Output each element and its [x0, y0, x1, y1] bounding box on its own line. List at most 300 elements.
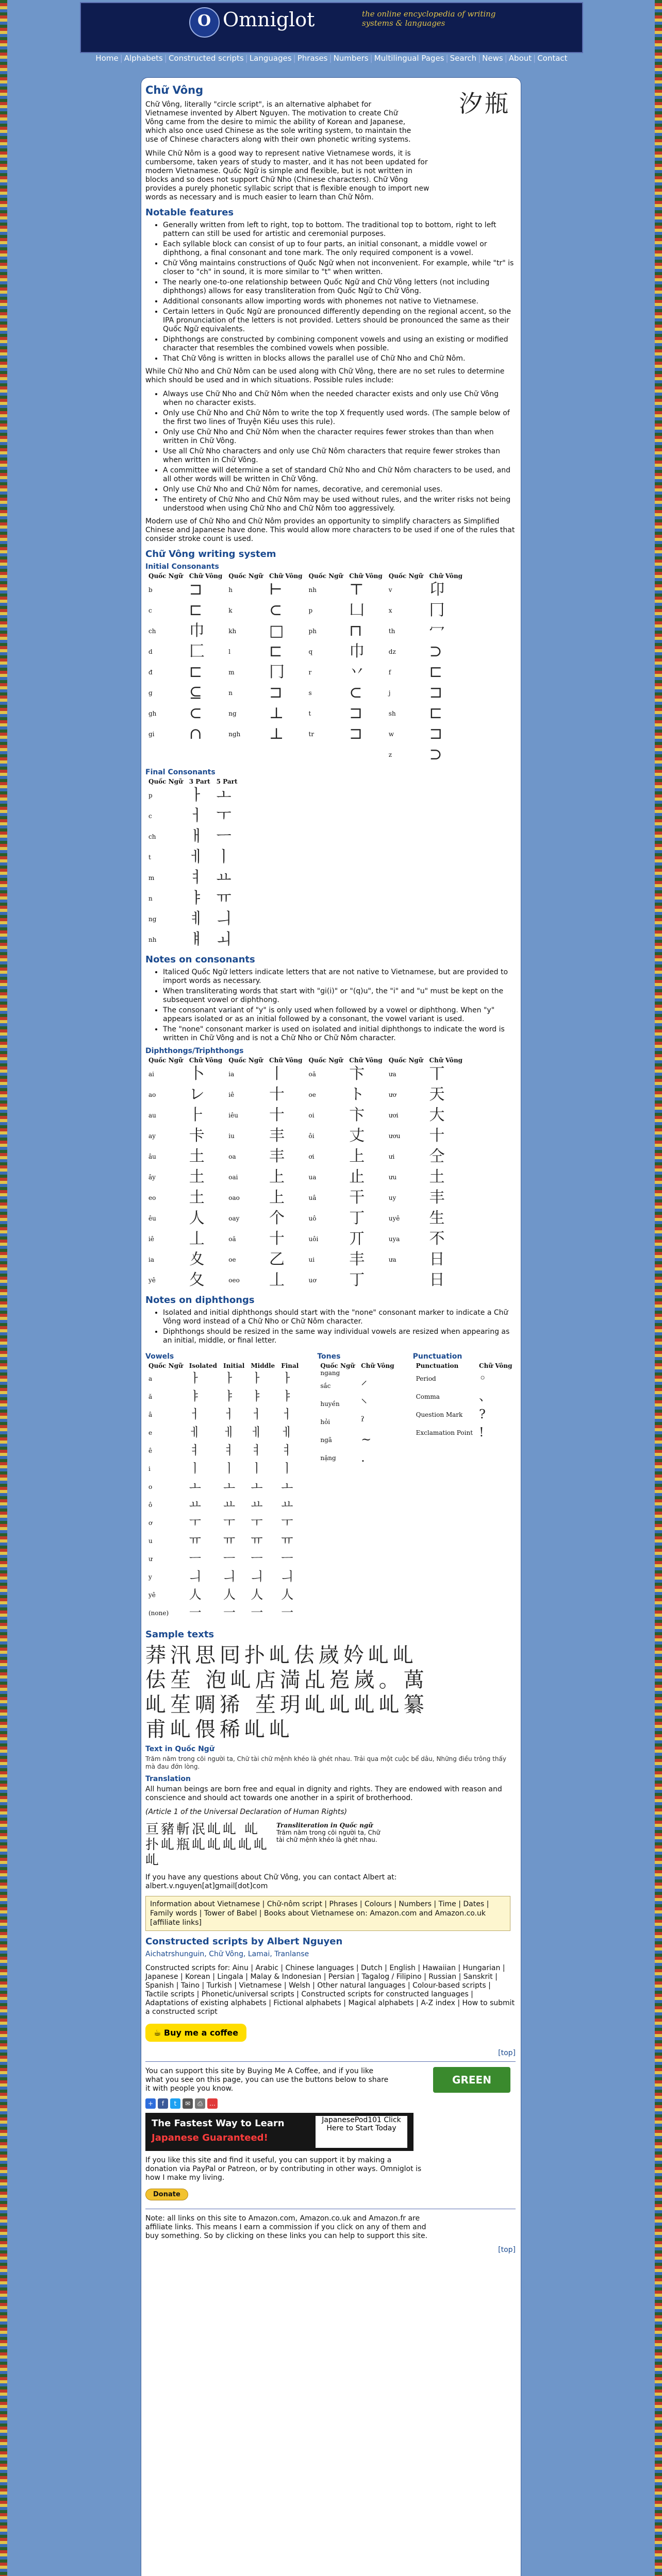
sample-2-transliteration: Trăm năm trong cõi người ta, Chữ tài chữ mệnh khéo là ghét nhau.: [276, 1829, 380, 1843]
glyph-cell: ㅑ: [223, 1389, 236, 1403]
glyph-cell: ㅠ: [216, 889, 231, 907]
label-cell: c: [148, 607, 152, 614]
label-cell: Period: [416, 1375, 436, 1382]
site-name[interactable]: Omniglot: [223, 8, 315, 31]
table-row: [145, 1460, 302, 1478]
glyph-cell: ⊏: [189, 601, 203, 619]
punctuation-heading: Punctuation: [412, 1352, 462, 1361]
label-cell: d: [148, 648, 153, 655]
label-cell: s: [308, 689, 312, 697]
glyph-cell: 丌: [349, 1230, 365, 1248]
decorative-border-left: [0, 0, 7, 2576]
glyph-cell: 仝: [429, 1147, 445, 1165]
label-cell: v: [388, 586, 392, 594]
column-header: Final: [281, 1362, 299, 1369]
glyph-cell: ㅑ: [189, 1389, 201, 1403]
glyph-cell: ⊓: [349, 622, 362, 640]
column-header: Chữ Vông: [429, 572, 463, 580]
glyph-cell: 夂: [189, 1271, 205, 1289]
list-item: • Use all Chữ Nho characters and only use Chữ Nôm characters that require fewer strokes than when written in Chữ Vông.: [163, 447, 516, 465]
glyph-cell: 夊: [189, 1250, 205, 1268]
support-text: You can support this site by Buying Me A Coffee, and if you like what you see on this page, you can use the buttons below to share it with people you know.: [145, 2067, 389, 2093]
label-cell: iê: [148, 1235, 154, 1243]
glyph-cell: 个: [269, 1209, 285, 1227]
intro-sample-glyphs: 汐瓶: [459, 90, 510, 117]
glyph-cell: ㅕ: [223, 1443, 236, 1458]
top-link[interactable]: [top]: [498, 2049, 516, 2057]
table-row: [145, 1167, 466, 1188]
label-cell: oe: [228, 1256, 236, 1263]
nav-item[interactable]: Constructed scripts: [168, 54, 244, 63]
glyph-cell: ㅢ: [281, 1569, 293, 1584]
glyph-cell: 卞: [349, 1065, 365, 1083]
glyph-cell: 卡: [189, 1127, 205, 1145]
column-header: Quốc Ngữ: [228, 572, 263, 580]
email-icon[interactable]: ✉: [183, 2098, 193, 2109]
table-row: [145, 1188, 466, 1208]
glyph-cell: 冂: [269, 663, 285, 681]
list-item: • Isolated and initial diphthongs should start with the "none" consonant marker to indicate a Chữ Vông word instead of a Chữ Nho or Chữ Nôm character.: [163, 1309, 516, 1326]
glyph-cell: ㅣ: [251, 1461, 263, 1476]
advert-banner[interactable]: [145, 2113, 413, 2151]
glyph-cell: ㅑ: [251, 1389, 263, 1403]
constructed-for-links[interactable]: Constructed scripts for: Ainu | Arabic | Chinese languages | Dutch | English | Hawaiian | Hungarian | Japanese | Korean | Lingala | Malay & Indonesian | Persian | Tagalog / Filipino | Russian | Sanskrit | Spanish | Taino | Turkish | Vietnamese | Welsh | Other natural languages | Colour-based scripts | Tactile scripts | Phonetic/universal scripts | Constructed scripts for constructed languages | Adaptations of existing alphabets | Fictional alphabets | Magical alphabets | A-Z index | How to submit a constructed script: [145, 1964, 515, 2016]
column-header: Quốc Ngữ: [388, 572, 423, 580]
decorative-border-right: [655, 0, 662, 2576]
label-cell: [386, 1270, 426, 1291]
table-row: [145, 909, 241, 929]
label-cell: o: [148, 1483, 153, 1490]
label-cell: ng: [228, 710, 237, 717]
list-item: • Each syllable block can consist of up to four parts, an initial consonant, a middle vowel or diphthong, a final consonant and tone mark. The only required component is a vowel.: [163, 240, 516, 258]
site-tagline: the online encyclopedia of writing systems & languages: [362, 9, 496, 28]
table-row: [145, 1270, 466, 1291]
label-cell: uy: [388, 1194, 396, 1201]
glyph-cell: ⊃: [429, 642, 442, 660]
banner-line-1: The Fastest Way to Learn: [152, 2118, 285, 2129]
glyph-cell: ㅗ: [251, 1479, 263, 1494]
glyph-cell: ⊃: [429, 745, 442, 764]
table-row: [145, 1405, 302, 1423]
glyph-cell: 丰: [269, 1127, 285, 1145]
glyph-cell: ㅗ: [223, 1479, 236, 1494]
glyph-cell: ㅣ: [223, 1461, 236, 1476]
nav-item[interactable]: About: [508, 54, 532, 63]
table-row: [317, 1431, 397, 1449]
glyph-cell: ㅣ: [216, 848, 231, 866]
glyph-cell: 不: [429, 1230, 445, 1248]
label-cell: uô: [308, 1215, 317, 1222]
label-cell: n: [228, 689, 233, 697]
column-header: Chữ Vông: [189, 1057, 223, 1064]
table-row: [145, 1387, 302, 1405]
glyph-cell: 丁: [349, 1209, 365, 1227]
glyph-cell: ㅡ: [223, 1551, 236, 1566]
table-row: [145, 929, 241, 950]
translation-text: All human beings are born free and equal in dignity and rights. They are endowed with reason and conscience and should act towards one another in a spirit of brotherhood.: [145, 1785, 502, 1802]
glyph-cell: ⊐: [349, 725, 362, 743]
glyph-cell: ㅒ: [189, 930, 204, 948]
table-row: [145, 724, 466, 744]
table-row: [145, 1084, 466, 1105]
label-cell: j: [388, 689, 391, 697]
glyph-cell: ㅛ: [189, 1497, 201, 1512]
column-header: Chữ Vông: [349, 1057, 383, 1064]
support-text-2: If you like this site and find it useful, you can support it by making a donation via PayPal or Patreon, or by contributing in other ways. Omniglot is how I make my living.: [145, 2156, 422, 2182]
glyph-cell: .: [361, 1450, 365, 1465]
glyph-cell: ㅔ: [189, 848, 204, 866]
nav-separator: |: [329, 54, 332, 63]
glyph-cell: ㅏ: [281, 1371, 293, 1385]
label-cell: ươ: [388, 1091, 396, 1098]
glyph-cell: 一: [281, 1605, 294, 1620]
glyph-cell: 土: [429, 1168, 445, 1186]
nav-item[interactable]: News: [482, 54, 503, 63]
punctuation-table: [413, 1363, 516, 1442]
label-cell: g: [148, 689, 153, 697]
glyph-cell: ⊆: [189, 684, 202, 702]
label-cell: ngang: [320, 1369, 340, 1377]
glyph-cell: ⊂: [189, 704, 202, 722]
glyph-cell: 人: [223, 1587, 236, 1602]
list-item: • The consonant variant of "y" is only used when followed by a vowel or diphthong. When "y" appears isolated or as an initial followed by a consonant, the vowel variant is used.: [163, 1006, 516, 1024]
table-row: [317, 1449, 397, 1467]
label-cell: ơi: [308, 1153, 315, 1160]
banner-cta[interactable]: JapanesePod101 Click Here to Start Today: [316, 2116, 407, 2148]
label-cell: tr: [308, 731, 315, 738]
rules-intro: While Chữ Nho and Chữ Nôm can be used along with Chữ Vông, there are no set rules to determine which should be used and in which situations. Possible rules include:: [145, 367, 505, 384]
buy-me-coffee-button[interactable]: ☕ Buy me a coffee: [145, 2024, 246, 2042]
glyph-cell: ⊐: [189, 581, 203, 599]
glyph-cell: 土: [189, 1147, 205, 1165]
glyph-cell: ⊂: [269, 601, 283, 619]
glyph-cell: 丰: [429, 1189, 445, 1207]
vowels-heading: Vowels: [145, 1352, 174, 1361]
column-header: Chữ Vông: [429, 1057, 463, 1064]
table-row: [145, 744, 466, 765]
glyph-cell: 上: [269, 1189, 285, 1207]
glyph-cell: ⊥: [269, 704, 284, 722]
label-cell: l: [228, 648, 231, 655]
label-cell: kh: [228, 628, 237, 635]
glyph-cell: 人: [281, 1587, 294, 1602]
label-cell: y: [148, 1573, 152, 1581]
nav-separator: |: [533, 54, 536, 63]
list-item: • Generally written from left to right, top to bottom. The traditional top to bottom, right to left pattern can still be used for artistic and ceremonial purposes.: [163, 221, 516, 239]
label-cell: z: [388, 751, 392, 758]
glyph-cell: 凵: [349, 601, 365, 619]
glyph-cell: 卬: [429, 581, 445, 599]
label-cell: ay: [148, 1132, 156, 1140]
sample-text-script: 莽汛思囘扑乢佉嵗妗乢乢佉苼 泡乢店満乩峞嵗。萬乢苼啁狶 苼玥乢乢乢乢纂甫乢偎稀乢乢: [145, 1643, 428, 1741]
glyph-cell: ㅓ: [281, 1407, 293, 1421]
diphthongs-heading: Diphthongs/Triphthongs: [145, 1047, 244, 1055]
glyph-cell: ㅠ: [189, 1533, 201, 1548]
constructed-scripts-heading: Constructed scripts by Albert Nguyen: [145, 1936, 343, 1947]
nav-item[interactable]: Numbers: [333, 54, 369, 63]
label-cell: ch: [148, 833, 156, 840]
glyph-cell: ㅔ: [223, 1425, 236, 1439]
sample-texts-heading: Sample texts: [145, 1629, 214, 1640]
glyph-cell: ㅢ: [251, 1569, 263, 1584]
glyph-cell: ㅕ: [189, 1443, 201, 1458]
glyph-cell: ㅑ: [189, 889, 204, 907]
label-cell: ia: [228, 1071, 235, 1078]
column-header: Punctuation: [416, 1362, 459, 1369]
glyph-cell: 生: [429, 1209, 445, 1227]
label-cell: [225, 744, 266, 765]
nav-item[interactable]: Multilingual Pages: [374, 54, 444, 63]
sample-transliteration-heading: Text in Quốc Ngữ: [145, 1745, 214, 1753]
column-header: Chữ Vông: [479, 1362, 512, 1369]
nav-separator: |: [445, 54, 449, 63]
glyph-cell: 一: [223, 1605, 236, 1620]
label-cell: m: [148, 874, 155, 882]
table-row: [145, 1229, 466, 1249]
glyph-cell: ㅜ: [251, 1515, 263, 1530]
label-cell: yê: [148, 1277, 156, 1284]
table-row: [145, 1423, 302, 1442]
glyph-cell: ㅣ: [189, 1461, 201, 1476]
label-cell: đ: [148, 669, 153, 676]
label-cell: ph: [308, 628, 317, 635]
modern-use-paragraph: Modern use of Chữ Nho and Chữ Nôm provides an opportunity to simplify characters as Simplified Chinese and Japanese have done. This would allow more characters to be used if one of the rules that consider stroke count is used.: [145, 517, 515, 543]
glyph-cell: 十: [269, 1106, 285, 1124]
glyph-cell: ~: [361, 1432, 372, 1447]
features-list: [145, 221, 516, 363]
label-cell: nh: [308, 586, 317, 594]
label-cell: uôi: [308, 1235, 319, 1243]
glyph-cell: !: [479, 1425, 484, 1439]
glyph-cell: ⊢: [269, 581, 283, 599]
label-cell: a: [148, 1375, 153, 1382]
final-consonants-heading: Final Consonants: [145, 768, 216, 776]
glyph-cell: 乙: [269, 1250, 285, 1268]
label-cell: ô: [148, 1501, 153, 1509]
label-cell: t: [308, 710, 311, 717]
omniglot-logo-icon[interactable]: [189, 7, 220, 38]
label-cell: oai: [228, 1174, 238, 1181]
table-row: [145, 1514, 302, 1532]
label-cell: hỏi: [320, 1418, 330, 1426]
nav-item[interactable]: Languages: [249, 54, 292, 63]
table-row: [145, 1550, 302, 1568]
glyph-cell: ?: [479, 1407, 486, 1421]
nav-item[interactable]: Phrases: [297, 54, 328, 63]
nav-item[interactable]: Alphabets: [124, 54, 163, 63]
donate-button[interactable]: Donate: [145, 2189, 188, 2200]
facebook-icon[interactable]: f: [158, 2098, 168, 2109]
glyph-cell: ㅓ: [251, 1407, 263, 1421]
column-header: Quốc Ngữ: [148, 572, 183, 580]
column-header: 3 Part: [189, 778, 210, 785]
glyph-cell: ⊂: [349, 684, 362, 702]
table-row: [145, 621, 466, 641]
glyph-cell: ト: [349, 1086, 365, 1104]
label-cell: ao: [148, 1091, 156, 1098]
intro-paragraph-2: While Chữ Nôm is a good way to represent native Vietnamese words, it is cumbersome, taken years of study to master, and it has not been updated for modern Vietnamese. Quốc Ngữ is simple and flexible, but is not written in blocks and so does not support Chữ Nho (Chinese characters). Chữ Vông provides a purely phonetic syllabic script that is flexible enough to import new words as necessary and is much easier to learn than Chữ Nôm.: [145, 149, 429, 201]
glyph-cell: ㅔ: [281, 1425, 293, 1439]
glyph-cell: ㅔ: [189, 1425, 201, 1439]
table-row: [317, 1369, 397, 1377]
affiliate-note: Note: all links on this site to Amazon.com, Amazon.co.uk and Amazon.fr are affiliate links. This means I earn a commission if you click on any of them and buy something. So by clicking on these links you can help to support this site.: [145, 2214, 428, 2240]
notes-consonants-heading: Notes on consonants: [145, 954, 255, 965]
glyph-cell: 卞: [349, 1106, 365, 1124]
label-cell: dz: [388, 648, 396, 655]
notes-consonants-list: [145, 968, 516, 1043]
glyph-cell: ㅓ: [189, 1407, 201, 1421]
glyph-cell: 大: [429, 1106, 445, 1124]
print-icon[interactable]: ⎙: [195, 2098, 205, 2109]
glyph-cell: 巾: [189, 622, 205, 640]
writing-system-heading: Chữ Vông writing system: [145, 549, 276, 560]
label-cell: huyền: [320, 1400, 340, 1408]
list-item: • Diphthongs are constructed by combining component vowels and using an existing or modified character that resembles the combined vowels when possible.: [163, 335, 516, 353]
label-cell: ưa: [388, 1256, 396, 1263]
glyph-cell: ㅖ: [189, 910, 204, 928]
label-cell: eo: [148, 1194, 156, 1201]
table-row: [413, 1387, 516, 1405]
label-cell: uâ: [308, 1194, 317, 1201]
column-header: Chữ Vông: [269, 572, 303, 580]
glyph-cell: 丄: [269, 1271, 285, 1289]
glyph-cell: ㅚ: [216, 930, 231, 948]
column-header: Isolated: [189, 1362, 218, 1369]
glyph-cell: ⊏: [269, 642, 283, 660]
label-cell: r: [308, 669, 312, 676]
table-row: [413, 1405, 516, 1423]
glyph-cell: ㅡ: [251, 1551, 263, 1566]
table-row: [145, 600, 466, 621]
glyph-cell: 土: [189, 1189, 205, 1207]
label-cell: oi: [308, 1112, 315, 1119]
tones-heading: Tones: [317, 1352, 341, 1361]
banner-line-2: Japanese Guaranteed!: [152, 2132, 268, 2143]
label-cell: ă: [148, 1393, 153, 1400]
glyph-cell: ㅓ: [189, 807, 204, 825]
label-cell: k: [228, 607, 233, 614]
sample-2-transliteration-title: Transliteration in Quốc ngữ: [276, 1822, 373, 1829]
nav-item[interactable]: Home: [95, 54, 119, 63]
list-item: • Italiced Quốc Ngữ letters indicate letters that are not native to Vietnamese, but are provided to import words as necessary.: [163, 968, 516, 986]
label-cell: [145, 744, 186, 765]
table-row: [317, 1413, 397, 1431]
label-cell: ư: [148, 1555, 153, 1563]
label-cell: yê: [148, 1591, 156, 1599]
final-consonants-table: [145, 778, 241, 950]
nav-separator: |: [293, 54, 296, 63]
list-item: • Only use Chữ Nho and Chữ Nôm for names, decorative, and ceremonial uses.: [163, 485, 516, 494]
label-cell: oao: [228, 1194, 240, 1201]
related-links-box[interactable]: Information about Vietnamese | Chữ-nôm script | Phrases | Colours | Numbers | Time | Dates | Family words | Tower of Babel | Books about Vietnamese on: Amazon.com and Amazon.co.uk [affiliate links]: [145, 1896, 510, 1931]
column-header: Chữ Vông: [189, 572, 223, 580]
more-icon[interactable]: …: [207, 2098, 218, 2109]
glyph-cell: ㅏ: [189, 786, 204, 804]
label-cell: gh: [148, 710, 157, 717]
page-title: Chữ Vông: [145, 84, 204, 96]
glyph-cell: ㅡ: [281, 1551, 293, 1566]
glyph-cell: 土: [189, 1168, 205, 1186]
label-cell: nặng: [320, 1454, 336, 1462]
notable-features-heading: Notable features: [145, 207, 234, 218]
list-item: • Only use Chữ Nho and Chữ Nôm when the character requires fewer strokes than than when written in Chữ Vông.: [163, 428, 516, 446]
label-cell: n: [148, 895, 153, 902]
list-item: • The nearly one-to-one relationship between Quốc Ngữ and Chữ Vông letters (not including diphthongs) allows for easy transliteration from Quốc Ngữ to Chữ Vông.: [163, 278, 516, 296]
label-cell: oă: [308, 1071, 316, 1078]
table-row: [413, 1369, 516, 1387]
glyph-cell: 人: [189, 1209, 205, 1227]
table-row: [145, 888, 241, 909]
glyph-cell: 一: [189, 1605, 202, 1620]
vowels-table: [145, 1363, 302, 1622]
glyph-cell: ㅜ: [189, 1515, 201, 1530]
green-host-badge[interactable]: GREEN: [433, 2067, 510, 2093]
nav-item[interactable]: Search: [450, 54, 477, 63]
list-item: • Certain letters in Quốc Ngữ are pronounced differently depending on the regional accent, so the IPA pronunciation of the letters is not provided. Letters should be pronounced the same as their Quốc Ngữ equivalents.: [163, 308, 516, 334]
glyph-cell: 丄: [189, 1230, 205, 1248]
table-row: [145, 662, 466, 683]
label-cell: oa: [228, 1153, 236, 1160]
label-cell: Exclamation Point: [416, 1429, 473, 1436]
glyph-cell: ∩: [189, 725, 202, 743]
glyph-cell: ㅠ: [223, 1533, 236, 1548]
table-row: [145, 1064, 466, 1084]
glyph-cell: □: [269, 622, 284, 640]
table-row: [145, 1126, 466, 1146]
divider: [145, 2061, 516, 2062]
glyph-cell: ⊐: [429, 725, 442, 743]
top-link-2[interactable]: [top]: [498, 2246, 516, 2254]
nav-item[interactable]: Contact: [537, 54, 568, 63]
label-cell: â: [148, 1411, 153, 1418]
glyph-cell: 一: [251, 1605, 263, 1620]
glyph-cell: 卜: [189, 1065, 205, 1083]
label-cell: w: [388, 731, 394, 738]
glyph-cell: ⺊: [189, 1106, 205, 1124]
label-cell: e: [148, 1429, 153, 1436]
nav-separator: |: [504, 54, 507, 63]
main-content: [141, 77, 521, 2576]
column-header: Quốc Ngữ: [148, 1057, 183, 1064]
glyph-cell: [346, 744, 386, 765]
initial-consonants-heading: Initial Consonants: [145, 563, 219, 571]
label-cell: ơ: [148, 1519, 153, 1527]
label-cell: p: [148, 792, 153, 799]
label-cell: sh: [388, 710, 396, 717]
nav-separator: |: [245, 54, 248, 63]
glyph-cell: ◦: [479, 1371, 487, 1385]
sample-transliteration: Trăm năm trong cõi người ta, Chữ tài chữ mệnh khéo là ghét nhau. Trải qua một cuộc bể dâu, Những điều trông thấy mà đau đớn lòng.: [145, 1755, 506, 1770]
label-cell: ch: [148, 628, 156, 635]
list-item: • That Chữ Vông is written in blocks allows the parallel use of Chữ Nho and Chữ Nôm.: [163, 354, 516, 363]
label-cell: oă: [228, 1235, 236, 1243]
glyph-cell: ㅢ: [189, 1569, 201, 1584]
column-header: Initial: [223, 1362, 245, 1369]
label-cell: iê: [228, 1091, 235, 1098]
label-cell: ai: [148, 1071, 154, 1078]
glyph-cell: ㅕ: [189, 869, 204, 887]
glyph-cell: ㅏ: [223, 1371, 236, 1385]
share-icon[interactable]: +: [145, 2098, 156, 2109]
glyph-cell: 丰: [269, 1147, 285, 1165]
sample-2: [145, 1822, 516, 1868]
twitter-icon[interactable]: t: [170, 2098, 180, 2109]
glyph-cell: ㅛ: [251, 1497, 263, 1512]
column-header: Quốc Ngữ: [308, 1057, 343, 1064]
glyph-cell: ㅣ: [281, 1461, 293, 1476]
constructed-scripts-list[interactable]: Aichatrshunguin, Chữ Vông, Lamai, Tranlanse: [145, 1950, 309, 1958]
table-row: [145, 1146, 466, 1167]
